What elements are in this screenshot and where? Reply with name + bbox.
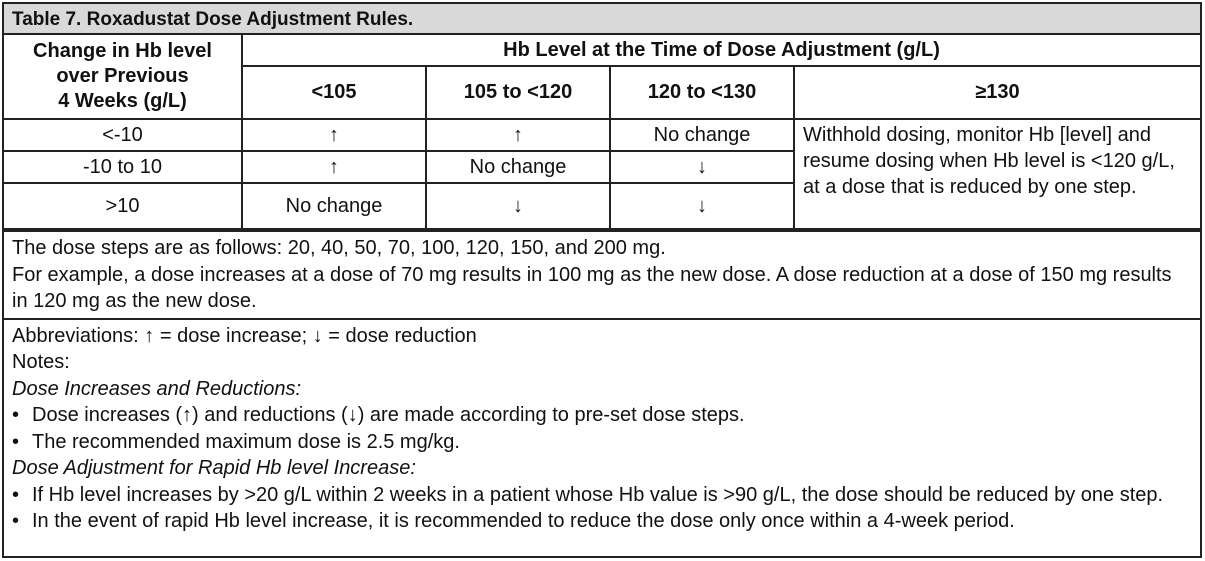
list-item — [12, 429, 1192, 456]
list-item — [12, 402, 1192, 429]
bullet-icon: • — [12, 510, 20, 532]
table-cell: No change — [242, 183, 426, 229]
list-item — [12, 508, 1192, 535]
table-cell: ↑ — [426, 119, 610, 151]
row-label: <-10 — [4, 119, 242, 151]
dose-example-text: For example, a dose increases at a dose of 70 mg results in 100 mg as the new dose. A dose reduction at a dose of 150 mg results in 120 mg as the new dose. — [12, 263, 1172, 312]
bullet-icon: • — [12, 483, 20, 506]
table-cell: ↓ — [610, 183, 794, 229]
list-item — [12, 482, 1192, 509]
bullet-text: In the event of rapid Hb level increase, it is recommended to reduce the dose only once within a 4-week period. — [32, 510, 1015, 532]
abbreviations-text: Abbreviations: ↑ = dose increase; ↓ = dose reduction — [12, 324, 477, 347]
table-cell: No change — [426, 151, 610, 183]
table-title: Table 7. Roxadustat Dose Adjustment Rules. — [4, 4, 1200, 35]
column-header-lt105: <105 — [242, 66, 426, 119]
dose-steps-text: The dose steps are as follows: 20, 40, 50, 70, 100, 120, 150, and 200 mg. — [12, 237, 666, 259]
column-header-120-130: 120 to <130 — [610, 66, 794, 119]
bullet-text: Dose increases (↑) and reductions (↓) are made according to pre-set dose steps. — [32, 404, 745, 426]
row-header-line-2: over Previous — [56, 65, 189, 87]
row-label: -10 to 10 — [4, 151, 242, 183]
group-header: Hb Level at the Time of Dose Adjustment (g/L) — [242, 35, 1200, 66]
notes-label: Notes: — [12, 351, 70, 373]
column-header-105-120: 105 to <120 — [426, 66, 610, 119]
bullet-icon: • — [12, 404, 20, 426]
table-cell: ↑ — [242, 151, 426, 183]
bullet-icon: • — [12, 430, 20, 453]
table-cell: No change — [610, 119, 794, 151]
section-title-increases: Dose Increases and Reductions: — [12, 377, 302, 400]
row-label: >10 — [4, 183, 242, 229]
column-header-ge130: ≥130 — [794, 66, 1200, 119]
dose-adjustment-table — [2, 2, 1202, 558]
row-header-line-1: Change in Hb level — [33, 40, 212, 62]
table-cell: ↑ — [242, 119, 426, 151]
bullet-text: If Hb level increases by >20 g/L within 2 weeks in a patient whose Hb value is >90 g/L, the dose should be reduced by one step. — [32, 483, 1164, 506]
table-cell: ↓ — [426, 183, 610, 229]
dose-grid — [4, 35, 1200, 230]
table-cell: ↓ — [610, 151, 794, 183]
notes-section — [4, 318, 1200, 538]
section-title-rapid-increase: Dose Adjustment for Rapid Hb level Increase: — [12, 457, 416, 479]
withhold-cell: Withhold dosing, monitor Hb [level] and resume dosing when Hb level is <120 g/L, at a dose that is reduced by one step. — [794, 119, 1200, 229]
row-header-line-3: 4 Weeks (g/L) — [58, 90, 187, 112]
dose-steps-section — [4, 230, 1200, 318]
row-header-cell — [4, 35, 242, 119]
bullet-text: The recommended maximum dose is 2.5 mg/kg. — [32, 430, 460, 453]
